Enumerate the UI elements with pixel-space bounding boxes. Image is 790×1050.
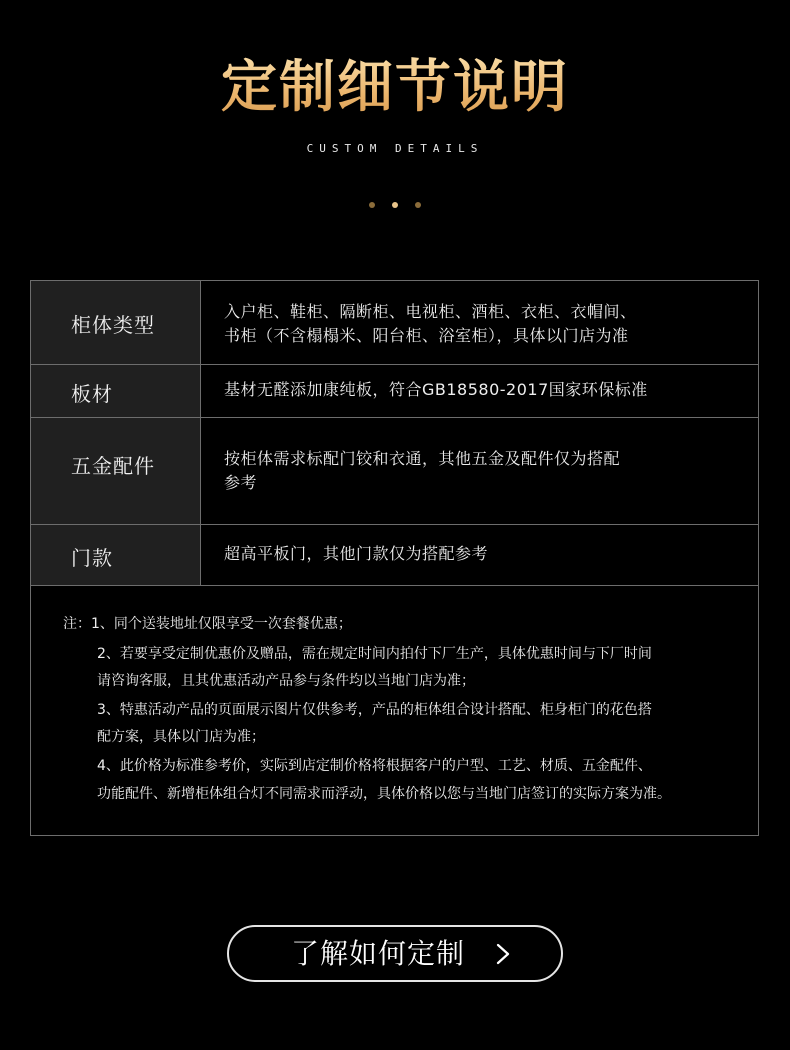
- cta-label: 了解如何定制: [291, 937, 466, 970]
- dot-indicator: [369, 202, 375, 208]
- table-row-door-style: [31, 525, 758, 586]
- value-line: 入户柜、鞋柜、隔断柜、电视柜、酒柜、衣柜、衣帽间、: [224, 302, 637, 321]
- table-row-cabinet-type: [31, 281, 758, 365]
- note-line: 注：1、同个送装地址仅限享受一次套餐优惠；: [63, 616, 352, 632]
- note-line: 配方案，具体以门店为准；: [97, 729, 265, 745]
- page-subtitle: CUSTOM DETAILS: [306, 142, 484, 155]
- note-line: 功能配件、新增柜体组合灯不同需求而浮动，具体价格以您与当地门店签订的实际方案为准。: [97, 786, 671, 802]
- label-cell: [31, 365, 201, 417]
- label-cell: [31, 281, 201, 364]
- row-label: 板材: [71, 382, 113, 406]
- chevron-right-icon: [493, 943, 513, 965]
- note-line: 4、此价格为标准参考价，实际到店定制价格将根据客户的户型、工艺、材质、五金配件、: [97, 758, 652, 774]
- label-cell: [31, 525, 201, 585]
- value-line: 书柜（不含榻榻米、阳台柜、浴室柜），具体以门店为准: [224, 326, 629, 345]
- table-row-hardware: [31, 418, 758, 525]
- note-line: 3、特惠活动产品的页面展示图片仅供参考，产品的柜体组合设计搭配、柜身柜门的花色搭: [97, 702, 652, 718]
- row-label: 柜体类型: [71, 313, 155, 337]
- row-label: 五金配件: [71, 454, 155, 478]
- value-line: 参考: [224, 473, 258, 492]
- dot-indicator: [415, 202, 421, 208]
- note-line: 2、若要享受定制优惠价及赠品，需在规定时间内拍付下厂生产，具体优惠时间与下厂时间: [97, 646, 652, 662]
- row-value: [224, 378, 744, 402]
- learn-how-to-customize-button[interactable]: [227, 925, 563, 982]
- value-line: 超高平板门，其他门款仅为搭配参考: [224, 544, 489, 563]
- page-title: 定制细节说明: [0, 52, 790, 124]
- decorative-dots: [369, 202, 423, 210]
- label-cell: [31, 418, 201, 524]
- row-value: [224, 542, 744, 566]
- custom-details-table: [30, 280, 759, 836]
- value-line: 基材无醛添加康纯板，符合GB18580-2017国家环保标准: [224, 380, 648, 399]
- row-label: 门款: [71, 546, 113, 570]
- row-value: [224, 300, 744, 348]
- note-line: 请咨询客服，且其优惠活动产品参与条件均以当地门店为准；: [97, 673, 475, 689]
- dot-indicator-active: [392, 202, 398, 208]
- value-line: 按柜体需求标配门铰和衣通，其他五金及配件仅为搭配: [224, 449, 621, 468]
- table-row-board-material: [31, 365, 758, 418]
- row-value: [224, 447, 744, 495]
